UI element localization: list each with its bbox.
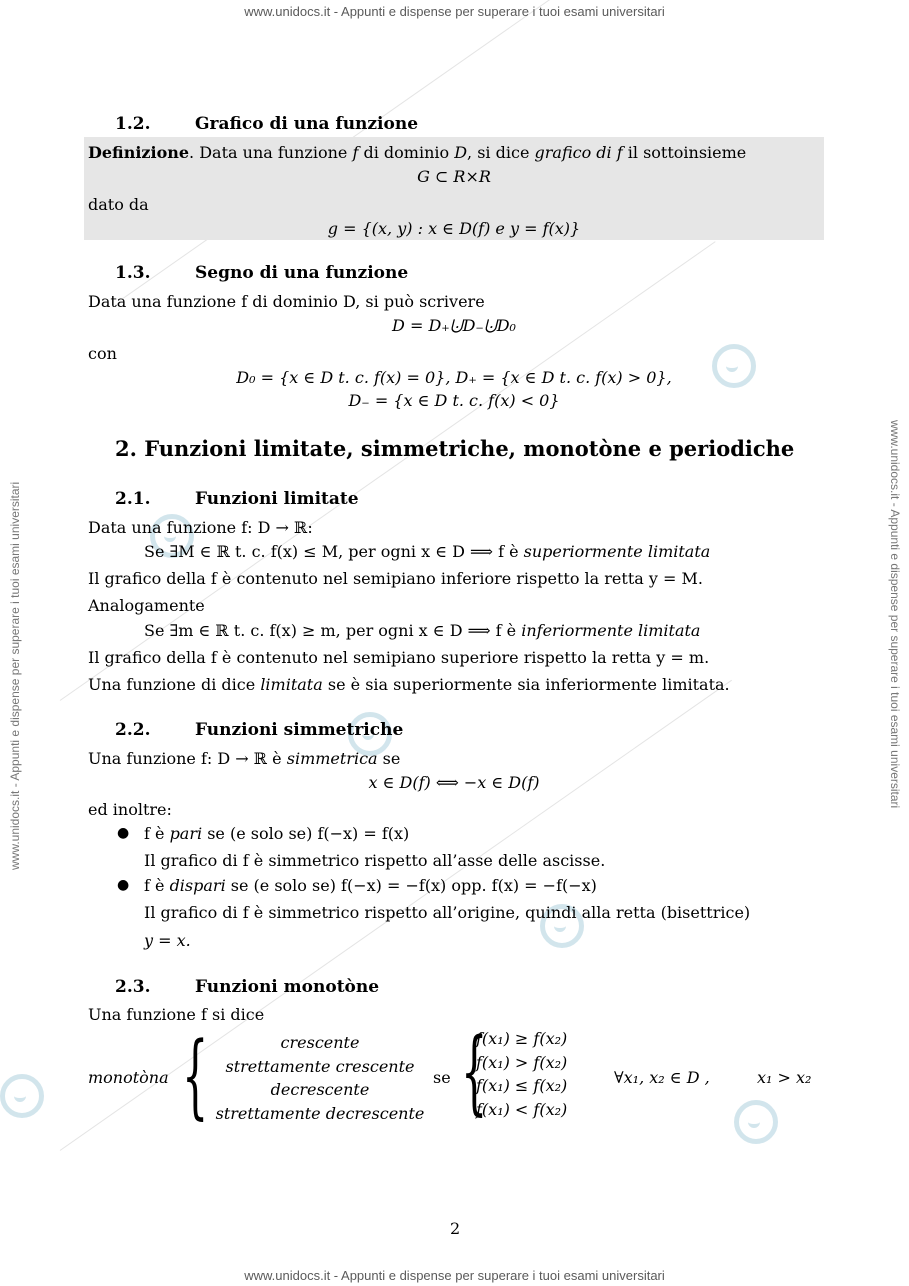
left-brace-icon: { [182,1022,209,1129]
text: f è [144,824,170,843]
text-con: con [88,344,117,363]
definition-label: Definizione [88,143,190,162]
text: se è sia superiormente sia inferiormente limitata. [322,675,730,694]
defined-term: inferiormente limitata [521,621,701,640]
section-title: Funzioni simmetriche [195,720,404,740]
paragraph: Il grafico della f è contenuto nel semipiano superiore rispetto la retta y = m. [88,648,710,667]
section-heading-2-2 [115,719,403,741]
paragraph [88,674,730,696]
text: Se ∃m ∈ ℝ t. c. f(x) ≥ m, per ogni x ∈ D ⟹ f è [144,621,522,640]
defined-term: superiormente limitata [523,542,711,561]
text: se (e solo se) f(−x) = −f(x) opp. f(x) = −f(−x) [225,876,597,895]
text: Una funzione di dice [88,675,261,694]
statement-upper-bound [144,541,710,563]
math: f [352,143,359,162]
formula-symmetric-domain: x ∈ D(f) ⟺ −x ∈ D(f) [368,773,540,792]
paragraph: Data una funzione f: D → ℝ: [88,518,313,537]
formula-graph-set: G ⊂ R×R [417,167,491,186]
formula-d-minus: D₋ = {x ∈ D t. c. f(x) < 0} [348,391,560,410]
page-number: 2 [450,1219,461,1238]
watermark-logo-icon [0,1074,44,1118]
definition-line [88,142,746,164]
defined-term: dispari [169,876,226,895]
list-item-even [144,823,409,845]
section-heading-2-1 [115,488,359,510]
defined-term: grafico di f [534,143,623,162]
section-title: Funzioni monotòne [195,977,380,997]
case-item: strettamente decrescente [215,1103,425,1123]
list-item-detail: Il grafico di f è simmetrico rispetto all’asse delle ascisse. [144,851,606,870]
section-heading-2-3 [115,976,379,998]
section-number: 1.2. [115,114,151,134]
case-item: strettamente crescente [225,1056,415,1076]
formula-graph-def: g = {(x, y) : x ∈ D(f) e y = f(x)} [327,219,581,238]
left-brace-icon: { [461,1018,488,1125]
text: f è [144,876,170,895]
section-number: 2.1. [115,489,151,509]
text: . Data una funzione [189,143,353,162]
condition-item: f(x₁) > f(x₂) [476,1052,568,1072]
watermark-logo-icon [734,1100,778,1144]
defined-term: simmetrica [286,749,378,768]
chapter-heading-2: 2. Funzioni limitate, simmetriche, monotòne e periodiche [115,436,795,461]
defined-term: limitata [260,675,323,694]
watermark-right: www.unidocs.it - Appunti e dispense per superare i tuoi esami universitari [888,420,902,809]
list-item-detail: y = x. [144,931,191,950]
paragraph: ed inoltre: [88,800,172,819]
paragraph: Data una funzione f di dominio D, si può scrivere [88,292,485,311]
case-item: crescente [280,1033,360,1052]
text: se (e solo se) f(−x) = f(x) [202,824,410,843]
statement-lower-bound [144,620,700,642]
formula-quantifier: ∀x₁, x₂ ∈ D , [614,1068,710,1087]
paragraph: Il grafico della f è contenuto nel semipiano inferiore rispetto la retta y = M. [88,569,703,588]
section-title: Segno di una funzione [195,263,409,283]
list-item-detail: Il grafico di f è simmetrico rispetto all’origine, quindi alla retta (bisettrice) [144,903,751,922]
formula-order: x₁ > x₂ [757,1068,812,1087]
text: Una funzione f: D → ℝ è [88,749,287,768]
section-heading-1-2 [115,113,418,135]
condition-item: f(x₁) ≥ f(x₂) [476,1029,568,1048]
formula-domain-split: D = D₊⨃D₋⨃D₀ [392,316,516,335]
section-number: 1.3. [115,263,151,283]
term-monotona: monotòna [88,1068,169,1087]
text: , si dice [467,143,535,162]
section-title: Grafico di una funzione [195,114,419,134]
math: D [454,143,468,162]
monotone-cases [198,1031,442,1125]
text: il sottoinsieme [622,143,747,162]
paragraph [88,748,400,770]
condition-item: f(x₁) ≤ f(x₂) [476,1076,568,1095]
section-heading-1-3 [115,262,408,284]
text: se [377,749,401,768]
watermark-left: www.unidocs.it - Appunti e dispense per superare i tuoi esami universitari [8,481,22,870]
bullet-icon: ● [117,825,130,841]
watermark-bottom[interactable]: www.unidocs.it - Appunti e dispense per superare i tuoi esami universitari [244,1268,665,1283]
paragraph: Una funzione f si dice [88,1005,265,1024]
section-number: 2.2. [115,720,151,740]
formula-d-zero-plus: D₀ = {x ∈ D t. c. f(x) = 0}, D₊ = {x ∈ D t. c. f(x) > 0}, [236,368,672,387]
section-number: 2.3. [115,977,151,997]
paragraph: Analogamente [88,596,205,615]
text-dato-da: dato da [88,195,149,214]
watermark-top[interactable]: www.unidocs.it - Appunti e dispense per superare i tuoi esami universitari [244,4,665,19]
section-title: Funzioni limitate [195,489,359,509]
condition-item: f(x₁) < f(x₂) [476,1099,568,1119]
text-se: se [433,1068,451,1087]
case-item: decrescente [270,1080,370,1099]
bullet-icon: ● [117,877,130,893]
defined-term: pari [169,824,203,843]
text: di dominio [358,143,455,162]
monotone-conditions [476,1027,567,1121]
list-item-odd [144,875,597,897]
text: Se ∃M ∈ ℝ t. c. f(x) ≤ M, per ogni x ∈ D ⟹ f è [144,542,524,561]
